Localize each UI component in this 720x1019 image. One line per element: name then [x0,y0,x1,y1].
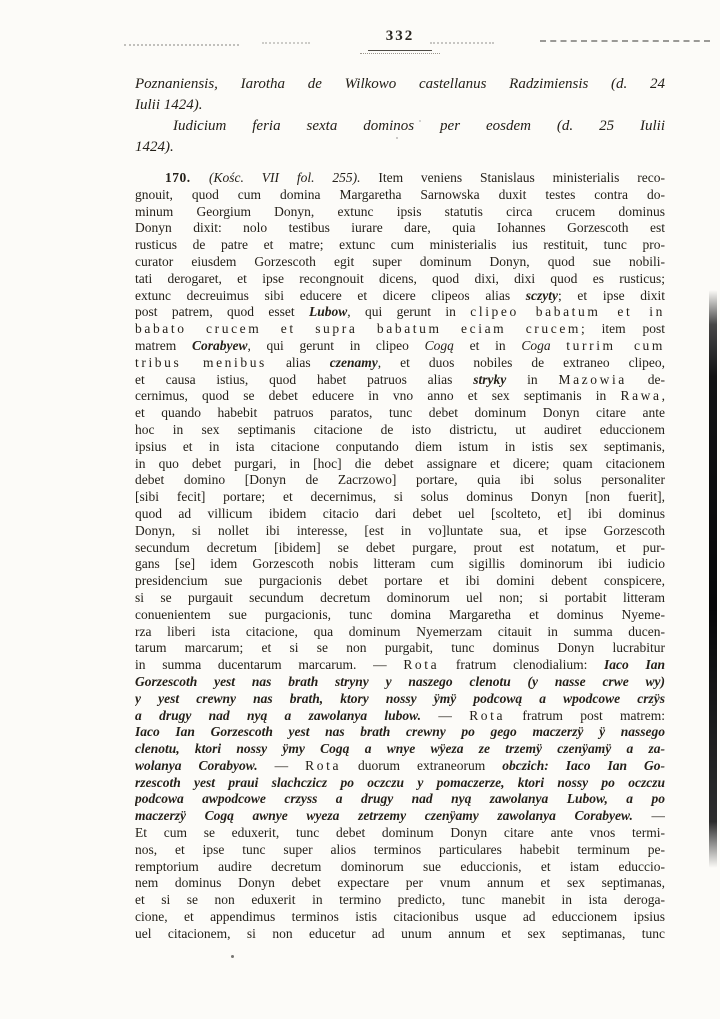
text-segment: Coga [521,337,551,353]
text-segment: Iaco Ian Gorzescoth yest nas brath crewny po gego maczerzÿ ÿ nassego [135,724,665,740]
text-segment: stryky [473,371,507,387]
text-line [135,556,665,573]
scan-noise-dots [124,44,239,46]
entry-170-body [135,170,665,943]
text-segment: ipsius et in ista citacione conputando diem istum in istis sex septimanis, [135,438,665,454]
text-segment: sczyty [525,287,558,303]
text-segment: Rota [403,657,440,673]
text-segment: Et cum se eduxerit, tunc debet dominum Donyn citare ante vnos termi- [135,825,665,841]
regesta-header [135,74,665,158]
text-line [135,791,665,808]
text-segment: quod ad villicum ibidem citacio dari debet uel [scolteto, et] ibi dominus [135,505,665,521]
text-segment: rza liberi ista citacione, qua dominum Nyemerzam citauit in summa ducen- [135,623,665,639]
text-segment: in summa ducentarum marcarum. — [135,657,404,673]
text-line [135,321,665,338]
text-line [135,691,665,708]
text-segment: rzescoth yest praui slachczicz po oczczu y pomaczerze, ktori nossy po oczczu [135,774,665,790]
text-segment: , [661,388,665,404]
text-line [135,892,665,909]
page-number-underline [368,50,432,52]
text-segment: Iaco Ian [604,657,665,673]
text-line [135,288,665,305]
text-segment: obczich: Iaco Ian Go- [502,757,665,773]
text-segment: et in [453,337,522,353]
text-segment: — [421,707,470,723]
text-line [135,640,665,657]
text-line [135,607,665,624]
text-line [135,220,665,237]
text-segment: 1424). [135,139,174,155]
text-segment: curator eiusdem Gorzescoth egit super dominum Donyn, quod sue nobili- [135,253,665,269]
text-segment: Mazowia [558,371,627,387]
text-line [135,372,665,389]
text-segment: fratrum post matrem: [505,707,665,723]
text-segment: et causa istius, quod habet patruos alias [135,371,474,387]
text-segment: Donyn dixit: nolo testibus iurare dare, quia Iohannes Gorzescoth est [135,220,665,236]
text-segment: alias [266,354,330,370]
text-segment: czenamy [329,354,378,370]
text-segment: presidencium sue purgacionis debet portare et ibi domini debent conspicere, [135,573,665,589]
text-line [135,170,665,187]
text-segment: (Kośc. VII fol. 255). [209,170,379,185]
text-segment: et si se non eduxerit in termino predicto, tunc manebit in ista deroga- [135,892,665,908]
text-segment: Lubow [308,304,348,320]
text-line [135,74,665,95]
text-segment: nos, et ipse tunc super alios terminos particulares habebit terminum pe- [135,841,665,857]
scan-noise-dots [430,42,494,44]
text-segment: secundum decretum [ibidem] se debet purgare, prout est notatum, et pur- [135,539,665,555]
text-segment: wolanya Corabyow. [135,757,258,773]
text-segment: turrim cum [566,337,665,353]
text-segment: matrem [135,337,192,353]
scan-speck [231,955,234,958]
text-segment: Rawa [620,388,662,404]
text-segment: Rota [305,757,342,773]
text-segment: babato crucem et supra babatum eciam crucem [135,321,582,337]
text-segment: podcowa awpodcowe crzyss a drugy nad nyą zawolanya Lubow, a po [135,791,665,807]
text-line [135,926,665,943]
text-segment: uel citacionem, si non educetur ad unum annum et sex septimanas, tunc [135,925,665,941]
text-segment: conuenientem sue purgacionis, tunc domina Margaretha et dominus Nyeme- [135,606,665,622]
text-segment: Item veniens Stanislaus ministerialis reco- [378,170,665,185]
text-segment: gnouit, quod cum domina Margaretha Sarnowska duxit testes contra do- [135,186,665,202]
text-segment: in quo debet purgari, in [hoc] die debet assignare et dicere; quam citacionem [135,455,665,471]
scan-noise-dots [262,42,310,44]
text-line [135,271,665,288]
text-segment: — [257,757,306,773]
text-segment: hoc in sex septimanis citacione de isto districtu, ut audiret educcionem [135,421,665,437]
text-segment: gans [se] idem Gorzescoth nobis litteram cum sigillis dominorum ibi iudicio [135,556,665,572]
text-line [135,859,665,876]
text-segment: — [632,808,665,824]
scan-edge-shadow [709,290,717,868]
text-line [135,95,665,116]
text-line [135,338,665,355]
page-number-text: 332 [385,28,415,44]
text-line [135,741,665,758]
text-segment: cione, et appendimus terminos istis citacionibus usque ad educcionem ipsius [135,909,665,925]
text-line [135,237,665,254]
text-segment: in [506,371,559,387]
text-line [135,187,665,204]
text-segment: ; et ipse dixit [557,287,665,303]
text-segment: tati derogaret, et ipse recongnouit dicens, quod dixi, dixi quod es rusticus; [135,270,665,286]
text-segment: 170. [165,170,209,185]
text-segment: , qui gerunt in [347,304,471,320]
text-line [135,506,665,523]
text-segment: ; item post [581,321,665,337]
text-segment: , et duos nobiles de extraneo clipeo, [377,354,665,370]
text-segment: Corabyew [191,337,248,353]
text-line [135,456,665,473]
text-line [135,573,665,590]
text-segment: rusticus de patre et matre; extunc cum ministerialis ius restituit, tunc pro- [135,237,665,253]
text-line [135,540,665,557]
text-segment: tribus menibus [135,354,267,370]
scan-speck [419,120,421,122]
text-line [135,355,665,372]
text-line [135,204,665,221]
text-line [135,758,665,775]
text-segment: et quando habebit patruos paratos, tunc debet dominum Donyn citare ante [135,405,665,421]
text-segment: Iudicium feria sexta dominos per eosdem (d. 25 Iulii [173,118,665,134]
text-segment: post patrem, quod esset [135,304,309,320]
text-segment [551,338,567,353]
text-segment: clenotu, ktori nossy ÿmy Cogą a wnye wÿeza ze trzemÿ czenÿamÿ a za- [135,741,665,757]
text-segment: fratrum clenodialium: [439,657,605,673]
text-line [135,909,665,926]
text-segment: maczerzÿ Cogą awnye wyeza zetrzemy czenÿamy zawolanya Corabyew. [135,808,633,824]
text-line [135,842,665,859]
text-line [135,657,665,674]
text-line [135,825,665,842]
text-segment: , qui gerunt in clipeo [247,337,425,353]
text-segment: de- [626,371,665,387]
text-line [135,808,665,825]
text-segment: [sibi fecit] portare; et decernimus, si solus dominus Donyn [non fuerit], [135,489,665,505]
text-line [135,116,665,137]
text-line [135,388,665,405]
text-line [135,590,665,607]
scan-speck [396,137,398,139]
text-line [135,724,665,741]
text-segment: a drugy nad nyą a zawolanya lubow. [135,707,422,723]
text-segment: extunc decreuimus sibi educere et dicere clipeos alias [135,287,526,303]
text-segment: Iulii 1424). [135,97,203,113]
text-line [135,137,665,158]
text-segment: remptorium audire decretum dominorum sue educcionis, et istam educcio- [135,858,665,874]
text-segment: minum Georgium Donyn, extunc ipsis statutis circa crucem dominus [135,203,665,219]
text-line [135,489,665,506]
text-segment: Rota [469,707,506,723]
text-line [135,405,665,422]
text-line [135,674,665,691]
text-line [135,304,665,321]
text-segment: Gorzescoth yest nas brath stryny y naszego clenotu (y nasse crwe wy) [135,673,665,689]
text-line [135,523,665,540]
page-number-underline-dotted [360,53,440,55]
text-line [135,472,665,489]
text-segment: cernimus, quod se debet educere in vno anno et sex septimanis in [135,388,621,404]
text-line [135,708,665,725]
text-line [135,254,665,271]
text-segment: tarum marcarum; et si se non purgabit, tunc dominus Donyn lucrabitur [135,640,665,656]
text-segment: Poznaniensis, Iarotha de Wilkowo castellanus Radzimiensis (d. 24 [135,76,665,92]
text-segment: si se purgauit secundum decretum dominorum uel non; si portabit litteram [135,589,665,605]
text-line [135,439,665,456]
text-segment: nem dominus Donyn debet expectare per vnum annum et sex septimanas, [135,875,665,891]
text-line [135,775,665,792]
text-segment: duorum extraneorum [341,757,503,773]
text-segment: debet domino [Donyn de Zacrzowo] portare, quia ibi solus personaliter [135,472,665,488]
scan-noise-dashes [540,40,710,42]
text-line [135,422,665,439]
text-segment: clipeo babatum et in [470,304,665,320]
text-line [135,624,665,641]
text-segment: Cogą [424,337,454,353]
text-segment: y yest crewny nas brath, ktory nossy ÿmÿ podcową a wpodcowe crzÿs [135,690,665,706]
text-line [135,875,665,892]
text-segment: Donyn, si nollet ibi interesse, [est in vo]luntate sua, et ipse Gorzescoth [135,522,665,538]
